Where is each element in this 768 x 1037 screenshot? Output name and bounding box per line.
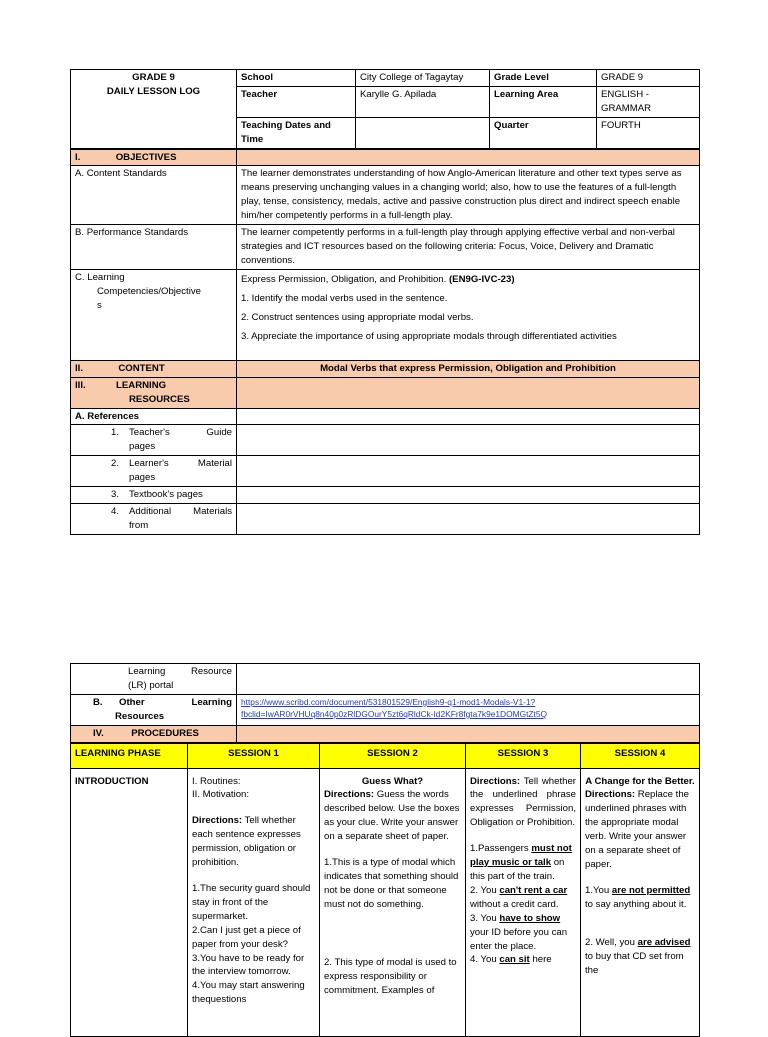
- reference-num: 2.: [111, 458, 120, 470]
- grade-level-value: GRADE 9: [597, 70, 700, 87]
- references-heading: A. References: [71, 408, 237, 425]
- other-resources-links: [237, 694, 700, 725]
- lesson-log-page-2: [70, 663, 699, 1037]
- s1-item: 4.You may start answering thequestions: [192, 980, 305, 1006]
- competencies-label-line-2: Competencies/Objective: [97, 285, 201, 297]
- content-value: Modal Verbs that express Permission, Obligation and Prohibition: [237, 360, 700, 377]
- s3-item: [470, 953, 576, 967]
- other-resources-line2: Resources: [115, 710, 165, 722]
- phase-introduction: INTRODUCTION: [71, 768, 188, 1036]
- reference-item: [71, 503, 237, 534]
- learning-area-label: Learning Area: [490, 86, 597, 117]
- s4-title: A Change for the Better.: [585, 775, 695, 787]
- s4-directions-label: Directions:: [585, 789, 636, 801]
- s1-item: 1.The security guard should stay in front of the supermarket.: [192, 882, 311, 922]
- log-title-cell: [71, 70, 237, 149]
- competencies-intro-text: Express Permission, Obligation, and Prohibition.: [241, 273, 447, 285]
- reference-num: 3.: [111, 489, 120, 501]
- reference-blank: [237, 456, 700, 487]
- s3-item: [470, 842, 576, 884]
- objectives-table: [70, 149, 700, 535]
- dates-label: Teaching Dates and Time: [237, 117, 356, 148]
- session-2-content: [320, 768, 466, 1036]
- lesson-log-page-1: [70, 69, 699, 535]
- lr-portal-label: [71, 664, 237, 695]
- s3-item: [470, 912, 576, 954]
- learning-resources-label-1: LEARNING: [116, 379, 167, 391]
- school-value: City College of Tagaytay: [356, 70, 490, 87]
- s2-directions: [324, 788, 461, 844]
- learning-resources-label-2: RESOURCES: [129, 393, 190, 405]
- learning-resources-heading: [71, 377, 237, 408]
- s1-item: 3.You have to be ready for the interview tomorrow.: [192, 952, 305, 978]
- other-resources-right: Learning: [191, 696, 232, 708]
- procedures-heading: [71, 725, 237, 742]
- competency-item: 2. Construct sentences using appropriate modal verbs.: [241, 311, 474, 323]
- reference-right: Materials: [193, 505, 232, 517]
- procedures-blank: [237, 725, 700, 742]
- content-standards-label: A. Content Standards: [71, 166, 237, 225]
- quarter-label: Quarter: [490, 117, 597, 148]
- sessions-table: [70, 743, 700, 1037]
- s3-item-text: 4. You: [470, 954, 497, 966]
- session-3-content: [466, 768, 581, 1036]
- teacher-value: Karylle G. Apilada: [356, 86, 490, 117]
- s4-item-text: 1.You: [585, 884, 610, 896]
- s4-item-underlined: are advised: [637, 936, 691, 948]
- s3-item-text: on this part of the train.: [470, 857, 565, 882]
- s3-directions-label: Directions:: [470, 775, 521, 787]
- other-resources-label: [71, 694, 237, 725]
- reference-blank: [237, 487, 700, 504]
- s4-item-text: to say anything about it.: [585, 898, 687, 910]
- learning-area-value: ENGLISH - GRAMMAR: [597, 86, 700, 117]
- reference-line2: from: [129, 519, 149, 531]
- competencies-label-line-3: s: [97, 299, 102, 311]
- header-table: [70, 69, 700, 149]
- session-1-content: [188, 768, 320, 1036]
- session-2-header: SESSION 2: [320, 743, 466, 768]
- lr-portal-line2: (LR) portal: [128, 679, 174, 691]
- reference-blank: [237, 425, 700, 456]
- performance-standards-text: The learner competently performs in a full-length play through applying effective verbal and non-verbal strategies and ICT resources based on the following criteria: Focus, Voice, Delivery and Dramatic conventions.: [237, 225, 700, 270]
- content-label: CONTENT: [118, 362, 165, 374]
- session-1-header: SESSION 1: [188, 743, 320, 768]
- s4-directions-text: Replace the underlined phrases with the appropriate modal verb. Write your answer on a separate sheet of paper.: [585, 789, 689, 870]
- s4-item-underlined: are not permitted: [611, 884, 691, 896]
- quarter-value: FOURTH: [597, 117, 700, 148]
- grade-level-label: Grade Level: [490, 70, 597, 87]
- competencies-label-line-1: C. Learning: [75, 271, 125, 283]
- competencies-intro: [241, 273, 695, 287]
- performance-standards-label: B. Performance Standards: [71, 225, 237, 270]
- competencies-label: [71, 269, 237, 360]
- content-num: II.: [75, 362, 83, 374]
- procedures-num: IV.: [93, 727, 104, 739]
- s1-directions-label: Directions:: [192, 815, 243, 827]
- s2-item: 2. This type of modal is used to express responsibility or commitment. Examples of: [324, 956, 457, 996]
- reference-line2: pages: [129, 441, 156, 453]
- reference-right: Guide: [206, 427, 232, 439]
- reference-item: [71, 425, 237, 456]
- competencies-text: [237, 269, 700, 360]
- s3-item-text: your ID before you can enter the place.: [470, 926, 568, 952]
- lr-portal-left: Learning: [128, 666, 166, 677]
- objectives-heading-blank: [237, 149, 700, 166]
- s3-item-underlined: must not play music or talk: [470, 843, 572, 869]
- phase-header: LEARNING PHASE: [71, 743, 188, 768]
- s3-item-text: here: [532, 954, 552, 966]
- content-heading: [71, 360, 237, 377]
- other-resources-link-2[interactable]: fbclid=IwAR0rVHUq8n40p0zRlDGOurY5zt6qRldCk-Id2KFr8fgta7k9e1DOMGtZt5Q: [241, 709, 548, 719]
- s3-item-underlined: have to show: [499, 912, 561, 924]
- content-standards-text: The learner demonstrates understanding of how Anglo-American literature and other text types serve as means preserving unchanging values in a changing world; also, how to use the features of a full-length play, tense, consistency, medals, active and passive construction plus direct and indirect speech enable him/her competently performs in a full-length play.: [237, 166, 700, 225]
- teacher-label: Teacher: [237, 86, 356, 117]
- session-3-header: SESSION 3: [466, 743, 581, 768]
- reference-right: Material: [197, 458, 232, 470]
- s1-directions: [192, 814, 315, 870]
- lr-portal-blank: [237, 664, 700, 695]
- s2-title: Guess What?: [361, 775, 424, 787]
- other-resources-link-1[interactable]: https://www.scribd.com/document/531801529/English9-q1-mod1-Modals-V1-1?: [241, 696, 536, 707]
- s3-directions-text: Tell whether the underlined phrase expresses Permission, Obligation or Prohibition.: [470, 775, 576, 829]
- s3-item-text: 1.Passengers: [470, 843, 529, 855]
- reference-num: 1.: [111, 427, 120, 439]
- s2-item: 1.This is a type of modal which indicates that something should not be done or that someone must not do something.: [324, 857, 459, 910]
- s4-item-text: 2. Well, you: [585, 936, 635, 948]
- competency-item: 3. Appreciate the importance of using appropriate modals through differentiated activities: [241, 330, 617, 342]
- s3-item-underlined: can sit: [499, 954, 530, 966]
- other-resources-left: Other: [119, 696, 145, 708]
- s3-item-text: 3. You: [470, 912, 497, 924]
- session-4-header: SESSION 4: [581, 743, 700, 768]
- s3-item-underlined: can't rent a car: [499, 884, 568, 896]
- reference-left: Textbook's pages: [129, 489, 203, 501]
- reference-left: Learner's: [129, 458, 169, 470]
- s3-item-text: 2. You: [470, 884, 497, 896]
- objectives-num: I.: [75, 151, 81, 163]
- school-label: School: [237, 70, 356, 87]
- reference-item: [71, 487, 237, 504]
- reference-left: Teacher's: [129, 427, 170, 439]
- procedures-label: PROCEDURES: [131, 727, 199, 739]
- s1-motivation: II. Motivation:: [192, 789, 250, 801]
- s3-item: [470, 884, 576, 912]
- lr-portal-right: Resource: [190, 666, 232, 677]
- s3-directions: [470, 775, 576, 831]
- reference-left: Additional: [129, 505, 172, 517]
- learning-resources-num: III.: [75, 379, 86, 391]
- reference-blank: [237, 503, 700, 534]
- objectives-label: OBJECTIVES: [115, 151, 177, 163]
- reference-line2: pages: [129, 472, 156, 484]
- s1-directions-text: Tell whether each sentence expresses permission, obligation or prohibition.: [192, 815, 301, 869]
- other-resources-num: B.: [93, 696, 103, 708]
- competency-item: 1. Identify the modal verbs used in the sentence.: [241, 292, 448, 304]
- s1-item: 2.Can I just get a piece of paper from your desk?: [192, 924, 301, 950]
- reference-item: [71, 456, 237, 487]
- s3-item-text: without a credit card.: [470, 898, 559, 910]
- s4-item: [585, 936, 695, 978]
- session-4-content: [581, 768, 700, 1036]
- references-blank: [237, 408, 700, 425]
- log-subtitle: DAILY LESSON LOG: [106, 85, 201, 97]
- objectives-heading: [71, 149, 237, 166]
- s2-directions-label: Directions:: [324, 789, 375, 801]
- grade-title: GRADE 9: [132, 72, 175, 83]
- s1-routines: I. Routines:: [192, 775, 241, 787]
- s2-directions-text: Guess the words described below. Use the boxes as your clue. Write your answer on a separate sheet of paper.: [324, 789, 460, 843]
- learning-resources-blank: [237, 377, 700, 408]
- dates-value: [356, 117, 490, 148]
- s4-item: [585, 884, 695, 912]
- reference-num: 4.: [111, 505, 120, 517]
- s4-item-text: to buy that CD set from the: [585, 950, 684, 976]
- s4-directions: [585, 788, 695, 871]
- resources-continued-table: [70, 663, 700, 743]
- competencies-code: (EN9G-IVC-23): [448, 273, 515, 285]
